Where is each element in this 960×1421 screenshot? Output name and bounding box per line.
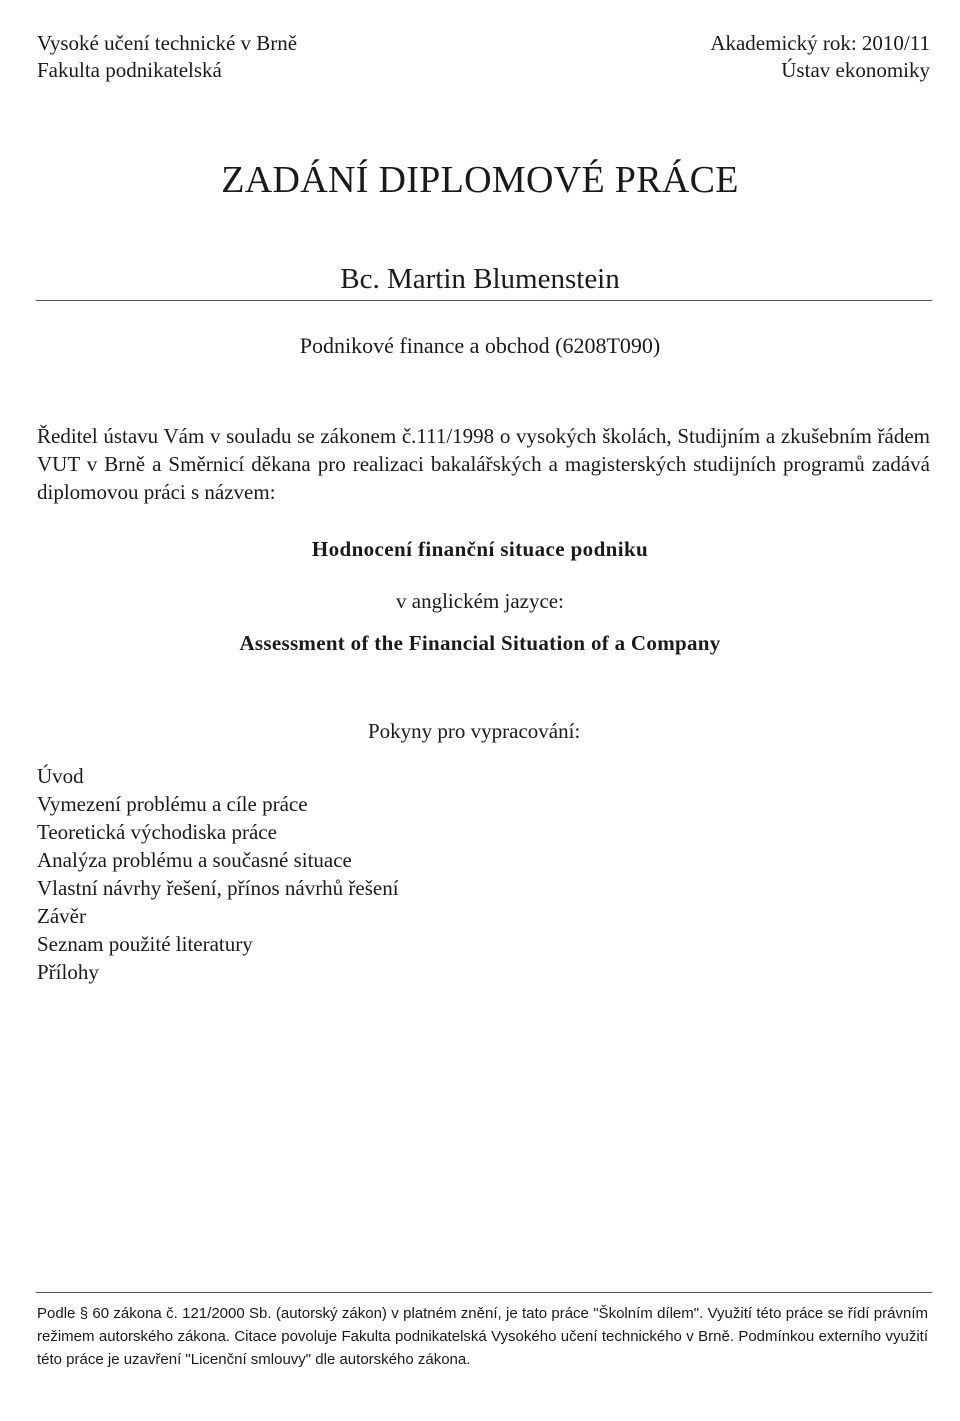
outline-item: Teoretická východiska práce [37,820,277,844]
university-name: Vysoké učení technické v Brně [37,31,298,55]
outline-item: Seznam použité literatury [37,932,253,956]
outline-item: Úvod [37,764,84,788]
copyright-footnote: Podle § 60 zákona č. 121/2000 Sb. (autorský zákon) v platném znění, je tato práce "Školním dílem". Využití této práce se řídí právním režimem autorského zákona. Citace povoluje Fakulta podnikatelská Vysokého učení technického v Brně. Podmínkou externího využití této práce je uzavření "Licenční smlouvy" dle autorského zákona. [37,1305,928,1368]
header-left [37,30,297,84]
document-title: ZADÁNÍ DIPLOMOVÉ PRÁCE [221,159,739,201]
outline-item: Přílohy [37,960,99,984]
thesis-title-english: Assessment of the Financial Situation of a Company [239,631,721,655]
thesis-title-czech: Hodnocení finanční situace podniku [311,537,649,561]
outline-item: Vymezení problému a cíle práce [37,792,308,816]
outline-item: Analýza problému a současné situace [37,848,352,872]
study-program: Podnikové finance a obchod (6208T090) [299,333,661,358]
thesis-outline [37,762,399,986]
faculty-name: Fakulta podnikatelská [37,58,222,82]
student-name: Bc. Martin Blumenstein [340,263,620,295]
instructions-heading: Pokyny pro vypracování: [368,719,581,743]
in-english-label: v anglickém jazyce: [396,589,564,613]
academic-year: Akademický rok: 2010/11 [710,31,930,55]
institute-name: Ústav ekonomiky [781,58,930,82]
outline-item: Vlastní návrhy řešení, přínos návrhů řešení [37,876,399,900]
outline-item: Závěr [37,904,86,928]
header-right [710,30,930,84]
top-divider [36,300,932,301]
footnote-divider [36,1292,932,1293]
intro-paragraph: Ředitel ústavu Vám v souladu se zákonem č.111/1998 o vysokých školách, Studijním a zkušebním řádem VUT v Brně a Směrnicí děkana pro realizaci bakalářských a magisterských studijních programů zadává diplomovou práci s názvem: [37,424,930,504]
